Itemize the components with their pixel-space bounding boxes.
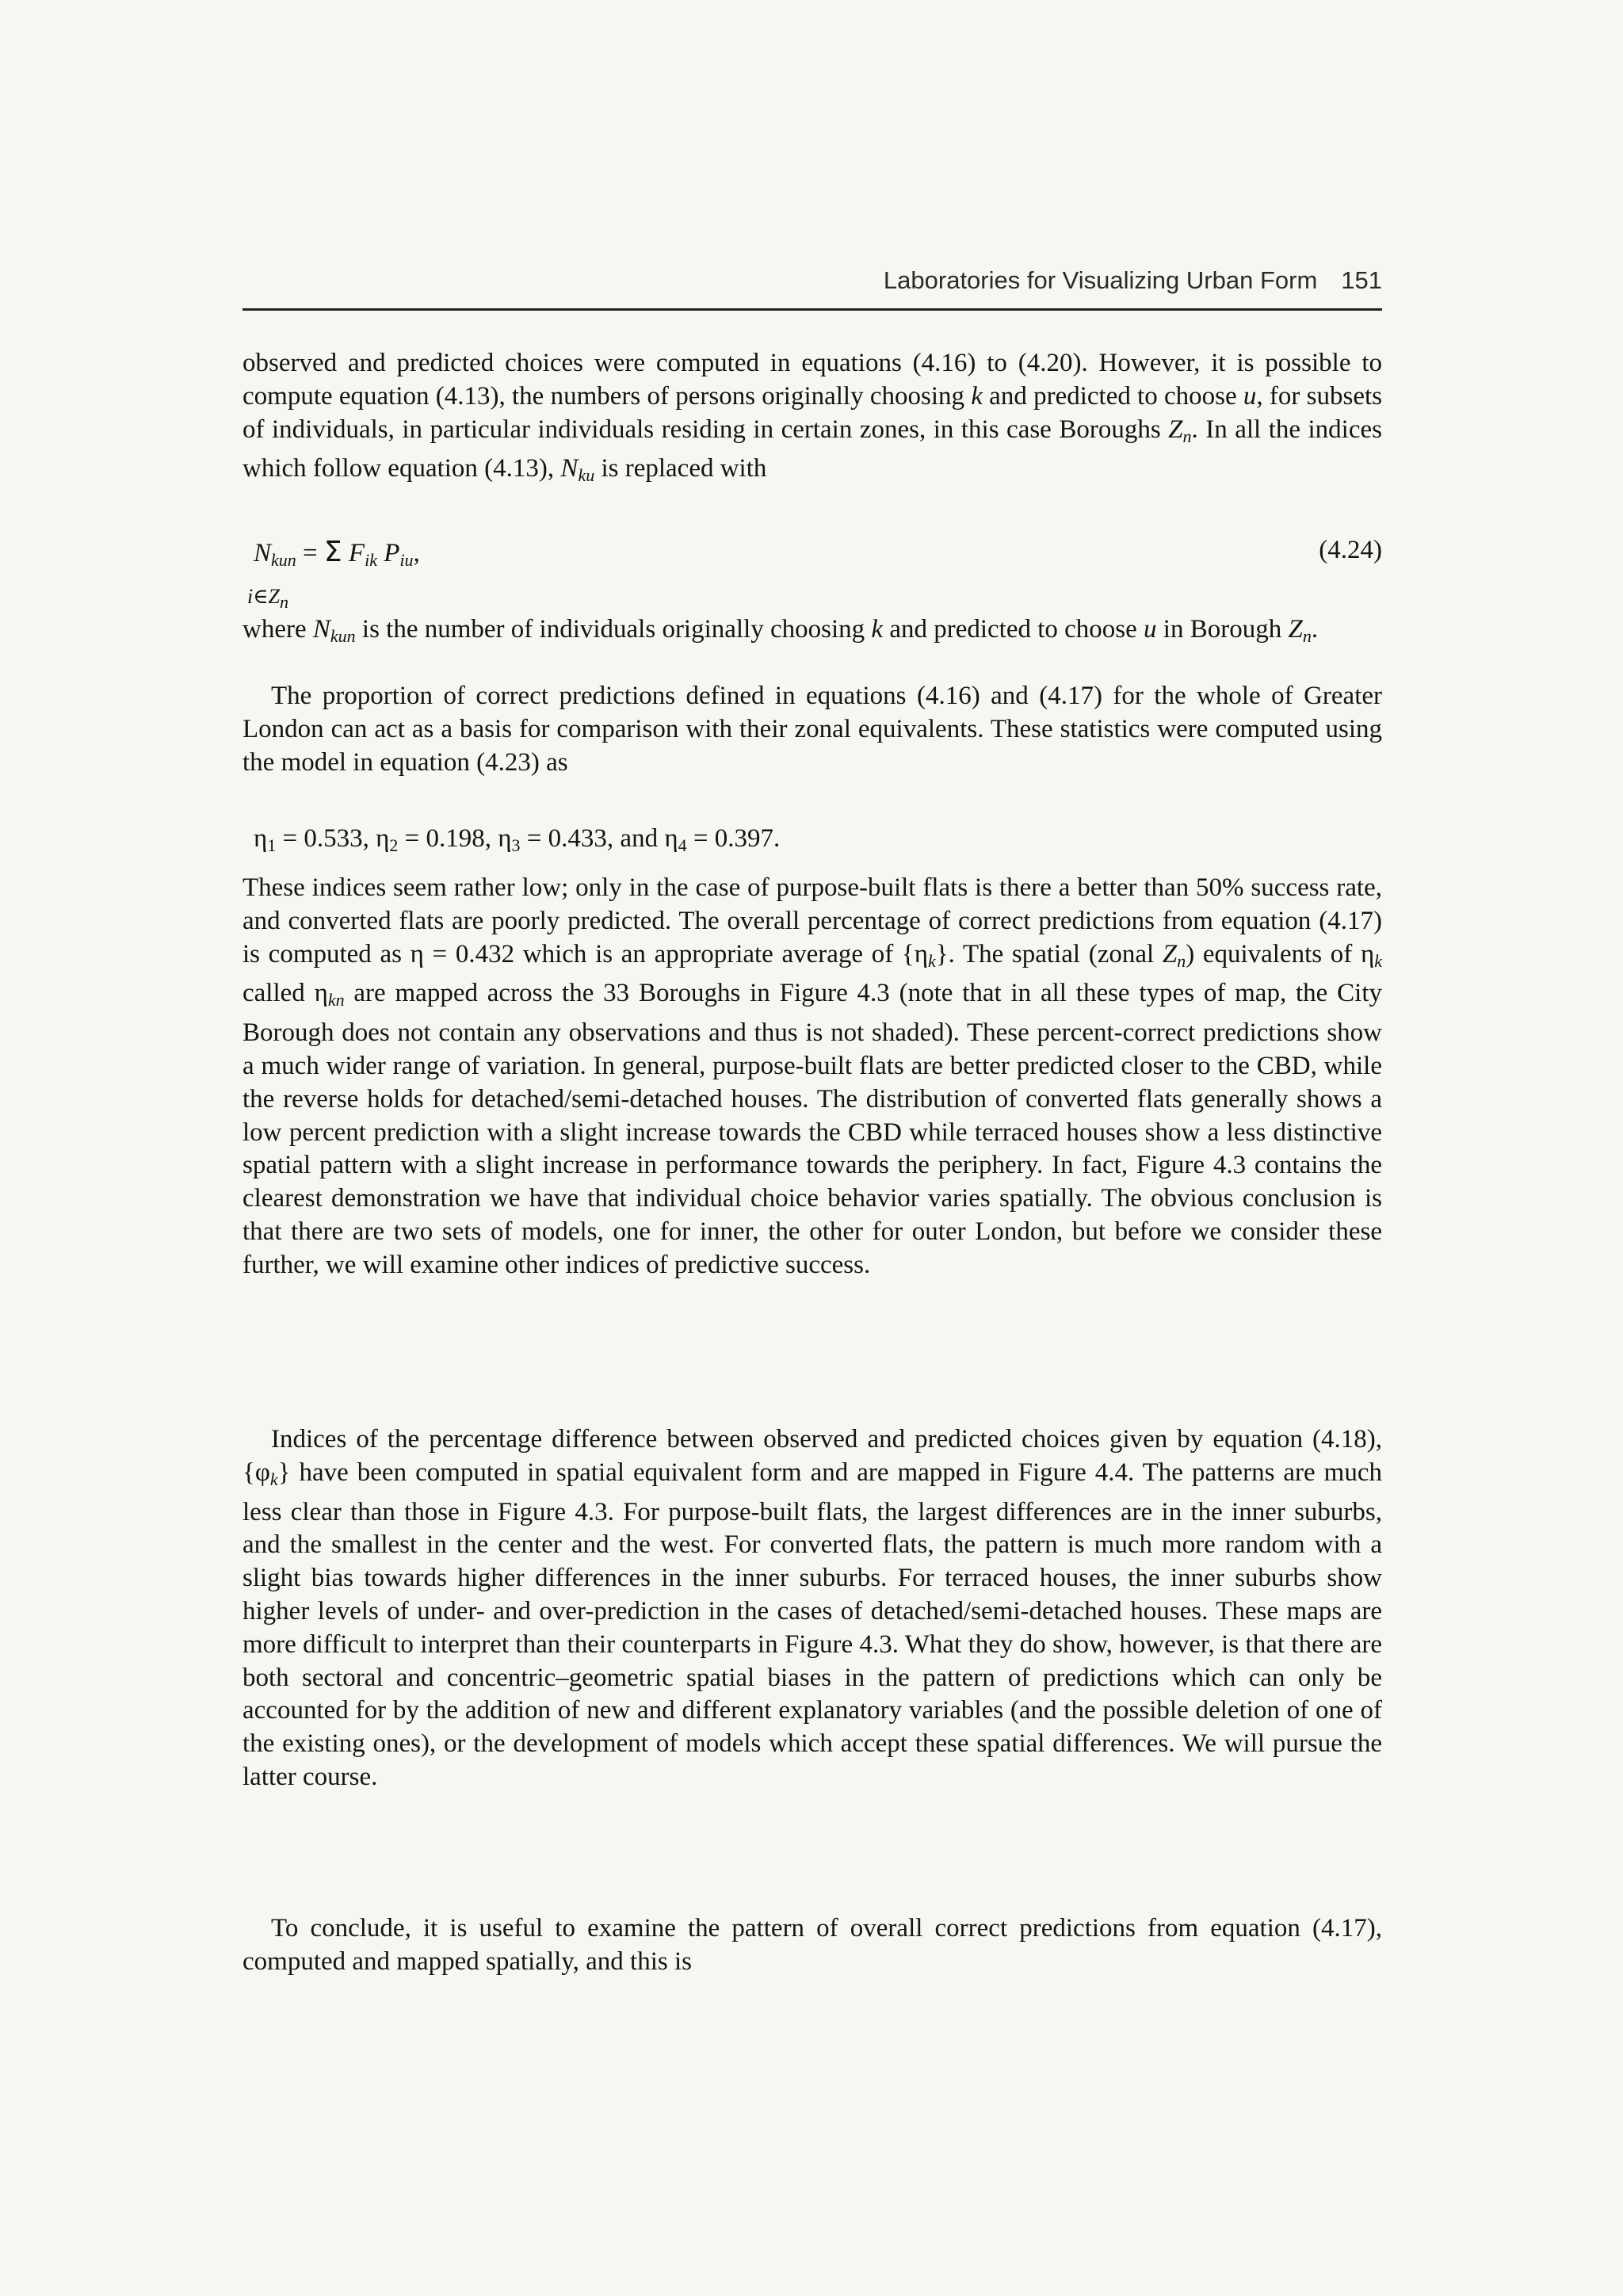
paragraph-1: observed and predicted choices were computed in equations (4.16) to (4.20). However, it is possible to compute equation (4.13), the numbers of persons originally choosing k and predicted to choose u, for subsets of individuals, in particular individuals residing in certain zones, in this case Boroughs $Z_n$. In all the indices which follow equation (4.13), $N_{ku}$ is replaced with bbox=[242, 349, 1383, 486]
header-rule bbox=[242, 308, 1382, 311]
paragraph-2: where $N_{kun}$ is the number of individuals originally choosing k and predicted to choose u in Borough $Z_n$. bbox=[242, 615, 1319, 646]
summation-symbol: Σ bbox=[323, 536, 342, 568]
page-number: 151 bbox=[1341, 266, 1382, 294]
eta-values-line: $\eta_1 = 0.533$, $\eta_2 = 0.198$, $\eta_3 = 0.433$, and $\eta_4 = 0.397$. bbox=[254, 824, 781, 855]
paragraph-6: To conclude, it is useful to examine the pattern of overall correct predictions from equation (4.17), computed and mapped spatially, and this is bbox=[242, 1914, 1382, 1976]
eta1-value: 0.533 bbox=[304, 824, 363, 853]
paragraph-3: The proportion of correct predictions defined in equations (4.16) and (4.17) for the whole of Greater London can act as a basis for comparison with their zonal equivalents. These statistics were computed using the model in equation (4.23) as bbox=[242, 682, 1382, 777]
eta2-value: 0.198 bbox=[426, 824, 485, 853]
equation-4-24: $N_{kun} = \Sigma$ $F_{ik}$ $P_{iu}$, bbox=[254, 536, 420, 570]
eta3-value: 0.433 bbox=[548, 824, 607, 853]
eta4-value: 0.397 bbox=[714, 824, 773, 853]
summation-index: $i\in Z_n$ bbox=[247, 585, 288, 612]
running-title: Laboratories for Visualizing Urban Form bbox=[883, 266, 1318, 294]
paragraph-4: These indices seem rather low; only in the case of purpose-built flats is there a better than 50% success rate, and converted flats are poorly predicted. The overall percentage of correct predictions from equation (4.17) is computed as η = 0.432 which is an appropriate average of $\{\eta_k\}$. The spatial (zonal $Z_n$) equivalents of $\eta_k$ called $\eta_{kn}$ are mapped across the 33 Boroughs in Figure 4.3 (note that in all these types of map, the City Borough does not contain any observations and thus is not shaded). These percent-correct predictions show a much wider range of variation. In general, purpose-built flats are better predicted closer to the CBD, while the reverse holds for detached/semi-detached houses. The distribution of converted flats generally shows a low percent prediction with a slight increase towards the CBD while terraced houses show a less distinctive spatial pattern with a slight increase in performance towards the periphery. In fact, Figure 4.3 contains the clearest demonstration we have that individual choice behavior varies spatially. The obvious conclusion is that there are two sets of models, one for inner, the other for outer London, but before we consider these further, we will examine other indices of predictive success. bbox=[242, 873, 1382, 1279]
paragraph-5: Indices of the percentage difference between observed and predicted choices given by equation (4.18), $\{\varphi_k\}$ have been computed in spatial equivalent form and are mapped in Figure 4.4. The patterns are much less clear than those in Figure 4.3. For purpose-built flats, the largest differences are in the inner suburbs, and the smallest in the center and the west. For converted flats, the pattern is much more random with a slight bias towards higher differences in the inner suburbs. For terraced houses, the inner suburbs show higher levels of under- and over-prediction in the cases of detached/semi-detached houses. These maps are more difficult to interpret than their counterparts in Figure 4.3. What they do show, however, is that there are both sectoral and concentric–geometric spatial biases in the pattern of predictions which can only be accounted for by the addition of new and different explanatory variables (and the possible deletion of one of the existing ones), or the development of models which accept these spatial differences. We will pursue the latter course. bbox=[242, 1425, 1382, 1791]
running-header bbox=[242, 266, 1382, 295]
equation-number: (4.24) bbox=[1319, 536, 1382, 564]
